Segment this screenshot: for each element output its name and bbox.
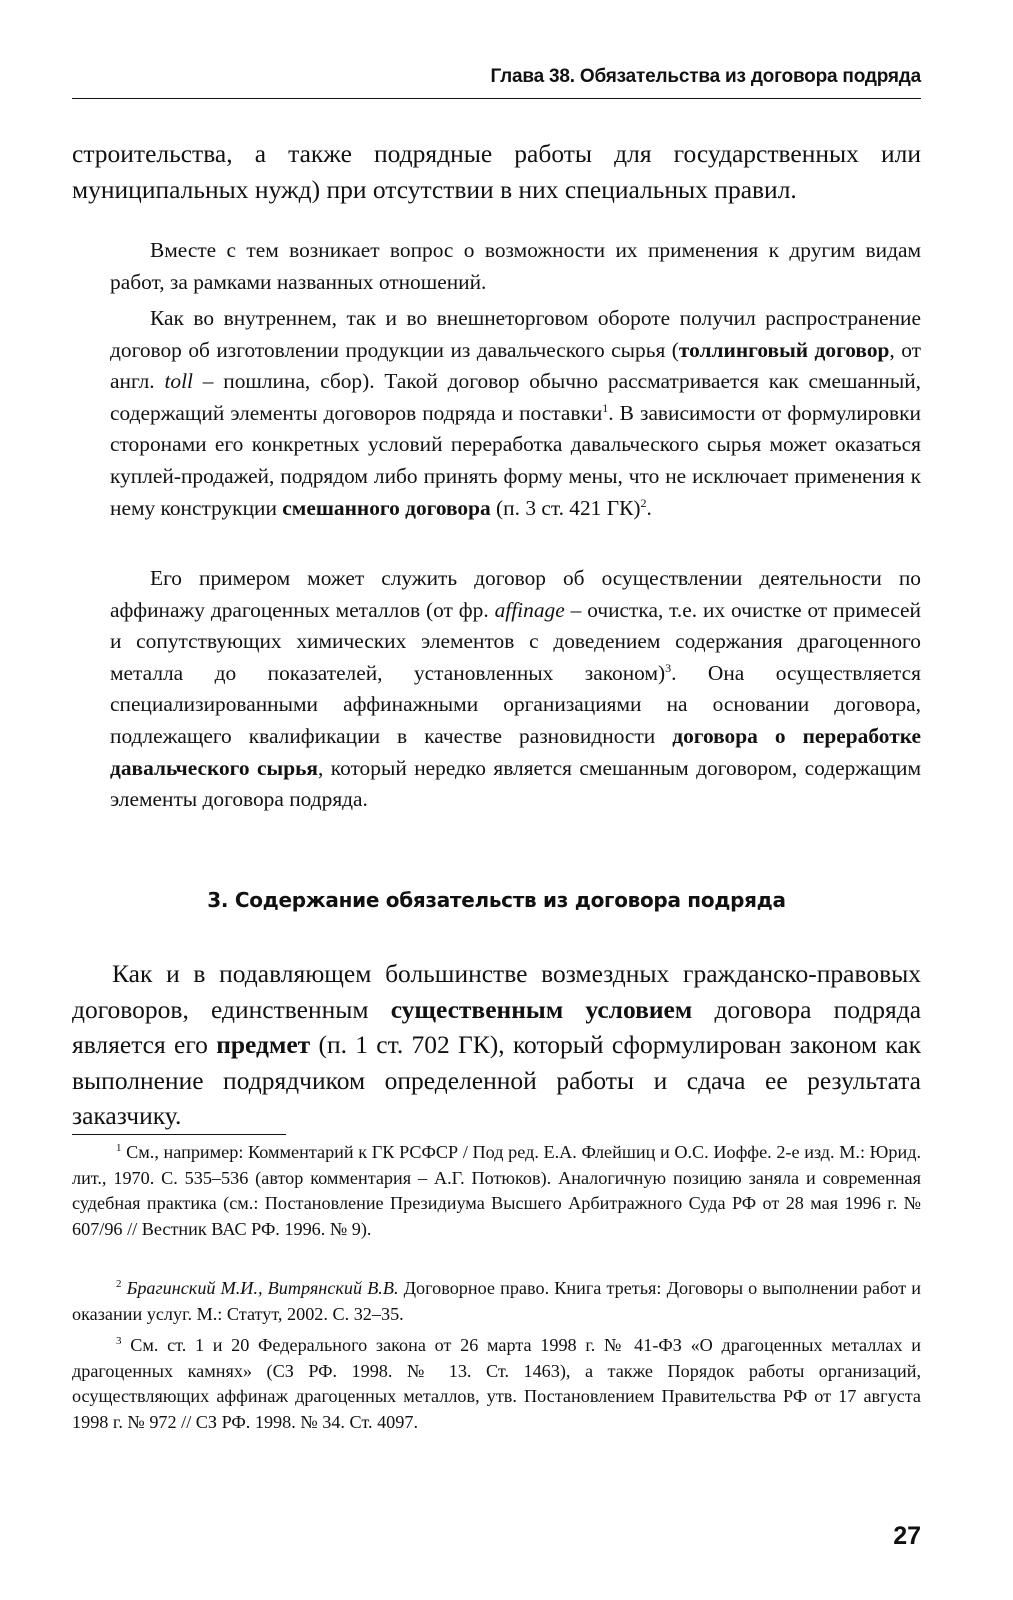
header-rule — [72, 98, 921, 99]
foreign-word-affinage: affinage — [494, 597, 565, 622]
running-header: Глава 38. Обязательства из договора подряда — [490, 66, 921, 87]
term-essential-condition: существенным условием — [390, 994, 693, 1024]
term-subject: предмет — [216, 1030, 311, 1059]
footnote-mark: 1 — [116, 1141, 122, 1154]
footnote-1: $^1$ См., например: Комментарий к ГК РСФСР / Под ред. Е.А. Флейшиц и О.С. Иоффе. 2-е изд. М.: Юрид. лит., 1970. С. 535–536 (автор комментария – А.Г. Потюков). Аналогичную позицию заняла и современная судебная практика (см.: Постановление Президиума Высшего Арбитражного Суда РФ от 28 мая 1996 г. № 607/96 // Вестник ВАС РФ. 1996. № 9). — [72, 1141, 922, 1239]
paragraph-essential-terms: Как и в подавляющем большинстве возмездных гражданско-правовых договоров, единственным существенным условием договора подряда является его предмет (п. 1 ст. 702 ГК), который сформулирован законом как выполнение подрядчиком определенной работы и сдача ее результата заказчику. — [72, 959, 922, 1130]
footnote-ref-2: 2 — [640, 495, 647, 510]
footnote-mark: 2 — [116, 1277, 122, 1290]
paragraph-affinage: Его примером может служить договор об осуществлении деятельности по аффинажу драгоценных металлов (от фр. affinage – очистка, т.е. их очистке от примесей и сопутствующих химических элементов с доведением содержания драгоценного металла до показателей, установленных законом)$^3$. Она осуществляется специализированными аффинажными организациями на основании договора, подлежащего квалификации в качестве разновидности договора о переработке давальческого сырья, который нередко является смешанным договором, содержащим элементы договора подряда. — [110, 566, 921, 812]
foreign-word-toll: toll — [164, 369, 193, 394]
paragraph-continuation: строительства, а также подрядные работы для государственных или муниципальных нужд) при отсутствии в них специальных правил. — [72, 139, 921, 204]
term-processing-contract: договора о переработке давальческого сырья — [110, 723, 921, 780]
footnote-3: $^3$ См. ст. 1 и 20 Федерального закона от 26 марта 1998 г. № 41-ФЗ «О драгоценных металлах и драгоценных камнях» (СЗ РФ. 1998. № 13. Ст. 1463), а также Порядок работы организаций, осуществляющих аффинаж драгоценных металлов, утв. Постановлением Правительства РФ от 17 августа 1998 г. № 972 // СЗ РФ. 1998. № 34. Ст. 4097. — [72, 1334, 921, 1432]
footnote-ref-3: 3 — [665, 660, 672, 675]
footnote-2: $^2$ Брагинский М.И., Витрянский В.В. Договорное право. Книга третья: Договоры о выполнении работ и оказании услуг. М.: Статут, 2002. С. 32–35. — [72, 1277, 921, 1324]
footnote-separator — [72, 1134, 286, 1135]
footnote-ref-1: 1 — [602, 400, 609, 415]
footnote-mark: 3 — [116, 1334, 122, 1347]
term-tolling-contract: толлинговый договор — [678, 337, 890, 362]
paragraph-question: Вместе с тем возникает вопрос о возможности их применения к другим видам работ, за рамками названных отношений. — [110, 238, 921, 294]
paragraph-tolling: Как во внутреннем, так и во внешнеторговом обороте получил распространение договор об изготовлении продукции из давальческого сырья (толлинговый договор, от англ. toll – пошлина, сбор). Такой договор обычно рассматривается как смешанный, содержащий элементы договоров подряда и поставки$^1$. В зависимости от формулировки сторонами его конкретных условий переработка давальческого сырья может оказаться куплей-продажей, подрядом либо принять форму мены, что не исключает применения к нему конструкции смешанного договора (п. 3 ст. 421 ГК)$^2$. — [110, 306, 922, 520]
term-mixed-contract: смешанного договора — [282, 495, 491, 520]
footnote-authors: Брагинский М.И., Витрянский В.В. — [126, 1278, 399, 1298]
section-heading: 3. Содержание обязательств из договора подряда — [207, 888, 786, 912]
page-number: 27 — [893, 1522, 921, 1550]
